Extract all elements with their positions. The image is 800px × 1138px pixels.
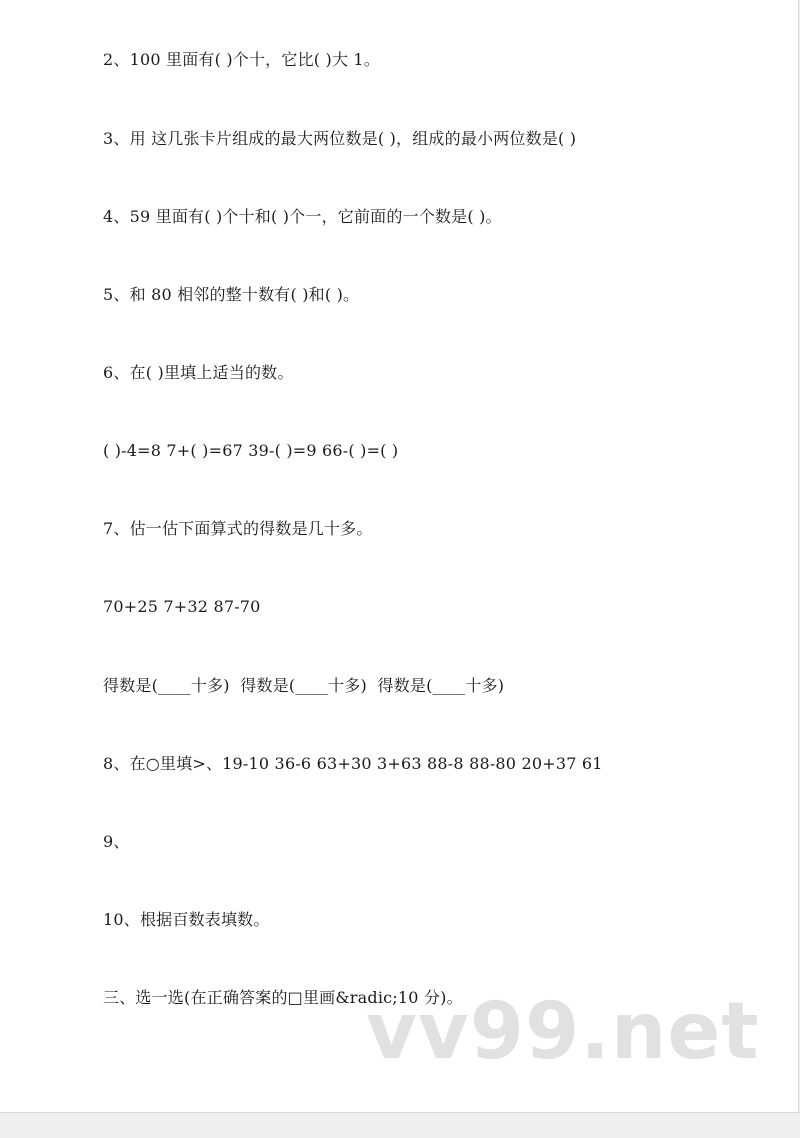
- question-6: 6、在( )里填上适当的数。: [103, 363, 294, 382]
- question-10: 10、根据百数表填数。: [103, 910, 270, 929]
- question-4: 4、59 里面有( )个十和( )个一，它前面的一个数是( )。: [103, 207, 502, 226]
- question-6-equations: ( )-4=8 7+( )=67 39-( )=9 66-( )=( ): [103, 441, 399, 460]
- question-2: 2、100 里面有( )个十，它比( )大 1。: [103, 50, 381, 69]
- section-3-heading: 三、选一选(在正确答案的□里画&radic;10 分)。: [103, 988, 463, 1007]
- question-9: 9、: [103, 832, 130, 851]
- question-5: 5、和 80 相邻的整十数有( )和( )。: [103, 285, 360, 304]
- question-3: 3、用 这几张卡片组成的最大两位数是( )，组成的最小两位数是( ): [103, 129, 577, 148]
- page-bottom-edge: [0, 1112, 800, 1138]
- question-7: 7、估一估下面算式的得数是几十多。: [103, 519, 373, 538]
- question-7-expressions: 70+25 7+32 87-70: [103, 597, 261, 616]
- question-8: 8、在○里填>、19-10 36-6 63+30 3+63 88-8 88-80 20+37 61: [103, 754, 603, 773]
- watermark: vv99.net: [366, 987, 760, 1077]
- question-7-answers: 得数是(____十多) 得数是(____十多) 得数是(____十多): [103, 676, 505, 695]
